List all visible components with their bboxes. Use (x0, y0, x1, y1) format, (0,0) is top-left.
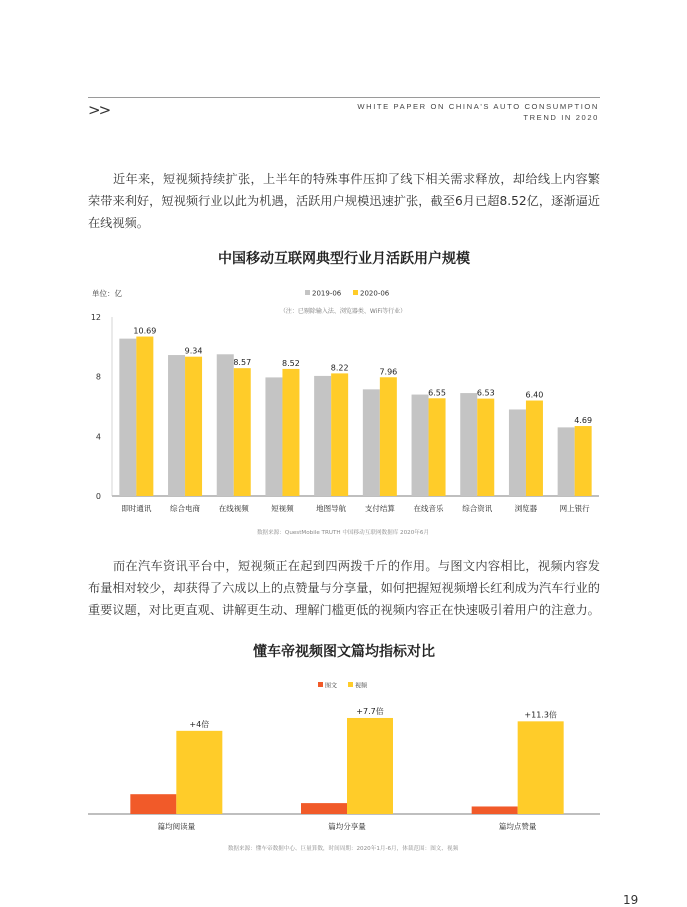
header-rule (88, 97, 600, 98)
chart-1-bar (363, 389, 380, 496)
chart-1-bar (265, 377, 282, 496)
header-line-2: TREND IN 2020 (523, 113, 599, 122)
chart-1-x-tick: 在线音乐 (413, 504, 444, 513)
chart-2-data-label: +7.7倍 (356, 706, 384, 716)
chart-1-legend-swatch (353, 290, 358, 295)
header-title (339, 101, 599, 123)
chart-2-data-label: +11.3倍 (524, 710, 557, 720)
header-line-1: WHITE PAPER ON CHINA'S AUTO CONSUMPTION (357, 102, 599, 111)
chart-1-y-tick: 8 (95, 372, 101, 382)
chart-1-x-tick: 综合电商 (170, 504, 201, 513)
chart-2-legend-swatch (348, 682, 353, 687)
chart-1-bar (526, 401, 543, 496)
chart-2-x-tick: 篇均分享量 (328, 822, 366, 831)
chart-1-note: （注：已剔除输入法、浏览器类、WiFi等行业） (279, 308, 407, 315)
chart-1-x-tick: 地图导航 (316, 504, 347, 513)
chart-1-legend-swatch (305, 290, 310, 295)
chart-1-y-tick: 4 (95, 432, 101, 442)
chart-1-x-tick: 综合资讯 (462, 504, 493, 513)
chart-1-source: 数据来源：QuestMobile TRUTH 中国移动互联网数据库 2020年6月 (256, 530, 430, 536)
chart-2-title: 懂车帝视频图文篇均指标对比 (253, 644, 435, 660)
chart-1-bar (217, 354, 234, 496)
chart-2-bar (347, 718, 393, 814)
chart-1-y-tick: 0 (95, 492, 101, 501)
paragraph-2: 而在汽车资讯平台中，短视频正在起到四两拨千斤的作用。与图文内容相比，视频内容发布量相对较少，却获得了六成以上的点赞量与分享量，如何把握短视频增长红利成为汽车行业的重要议题，对比更直观、讲解更生动、理解门槛更低的视频内容正在快速吸引着用户的注意力。 (88, 559, 600, 617)
chart-1-bar (185, 357, 202, 496)
chart-2-legend-label: 图文 (325, 682, 338, 690)
chart-2-source: 数据来源：懂车帝数据中心、巨量算数，时间周期：2020年1月-6月，体裁范围：图文、视频 (227, 846, 459, 852)
chart-1-data-label: 6.55 (428, 388, 446, 398)
chart-1-data-label: 10.69 (133, 326, 157, 336)
chart-1-legend (305, 290, 390, 298)
chart-1-data-label: 9.34 (184, 346, 203, 356)
chart-1-bar (168, 355, 185, 496)
chart-1-x-tick: 网上银行 (559, 504, 590, 513)
chart-2-data-label: +4倍 (189, 719, 210, 729)
chart-1-bar (380, 377, 397, 496)
chart-1-unit-label: 单位：亿 (92, 289, 122, 298)
chart-1-bar (331, 373, 348, 496)
chart-1-data-label: 7.96 (379, 367, 398, 377)
chart-1-data-label: 8.22 (330, 363, 349, 373)
chart-2-legend-swatch (318, 682, 323, 687)
chart-1-bar (119, 339, 136, 496)
paragraph-1: 近年来，短视频持续扩张，上半年的特殊事件压抑了线下相关需求释放，却给线上内容繁荣带来利好，短视频行业以此为机遇，活跃用户规模迅速扩张，截至6月已超8.52亿，逐渐逼近在线视频。 (88, 172, 600, 230)
chart-2-legend (318, 682, 368, 690)
chart-1-title: 中国移动互联网典型行业月活跃用户规模 (218, 251, 470, 267)
chart-1-data-label: 6.53 (476, 388, 495, 398)
chart-2-x-tick: 篇均点赞量 (498, 822, 537, 831)
chart-2-bar (301, 803, 347, 814)
chart-2-legend-label: 视频 (355, 682, 368, 690)
chart-2-bar (130, 794, 176, 814)
chevron-right-icon: >> (88, 101, 110, 119)
chart-1 (0, 280, 687, 542)
chart-1-bar (234, 368, 251, 496)
page-number: 19 (623, 893, 639, 907)
chart-1-legend-label: 2019-06 (312, 289, 342, 298)
chart-1-x-tick: 短视频 (271, 504, 294, 513)
chart-1-x-tick: 即时通讯 (121, 504, 152, 513)
chart-2-bar (518, 721, 564, 814)
chart-1-data-label: 8.52 (282, 358, 300, 368)
chart-1-bar (460, 393, 477, 496)
chart-2-bar (176, 731, 222, 814)
chart-1-legend-label: 2020-06 (360, 289, 390, 298)
chart-1-bar (136, 337, 153, 496)
chart-1-bar (558, 427, 575, 496)
chart-1-bar (509, 409, 526, 496)
chart-2-bar (472, 806, 518, 814)
chart-1-bar (412, 395, 429, 496)
chart-1-bar (429, 398, 446, 496)
chart-1-bar (314, 376, 331, 496)
chart-1-y-tick: 12 (90, 313, 101, 322)
chart-2-x-tick: 篇均阅读量 (157, 822, 196, 831)
chart-1-x-tick: 在线视频 (218, 504, 249, 513)
chart-1-x-tick: 支付结算 (364, 504, 395, 513)
chart-1-data-label: 6.40 (525, 390, 544, 400)
chart-1-bar (477, 399, 494, 496)
chart-1-x-tick: 浏览器 (514, 504, 538, 513)
chart-1-bar (575, 426, 592, 496)
chart-1-bar (282, 369, 299, 496)
chart-1-data-label: 8.57 (233, 358, 252, 368)
chart-1-data-label: 4.69 (574, 416, 593, 426)
chart-2 (0, 675, 687, 865)
